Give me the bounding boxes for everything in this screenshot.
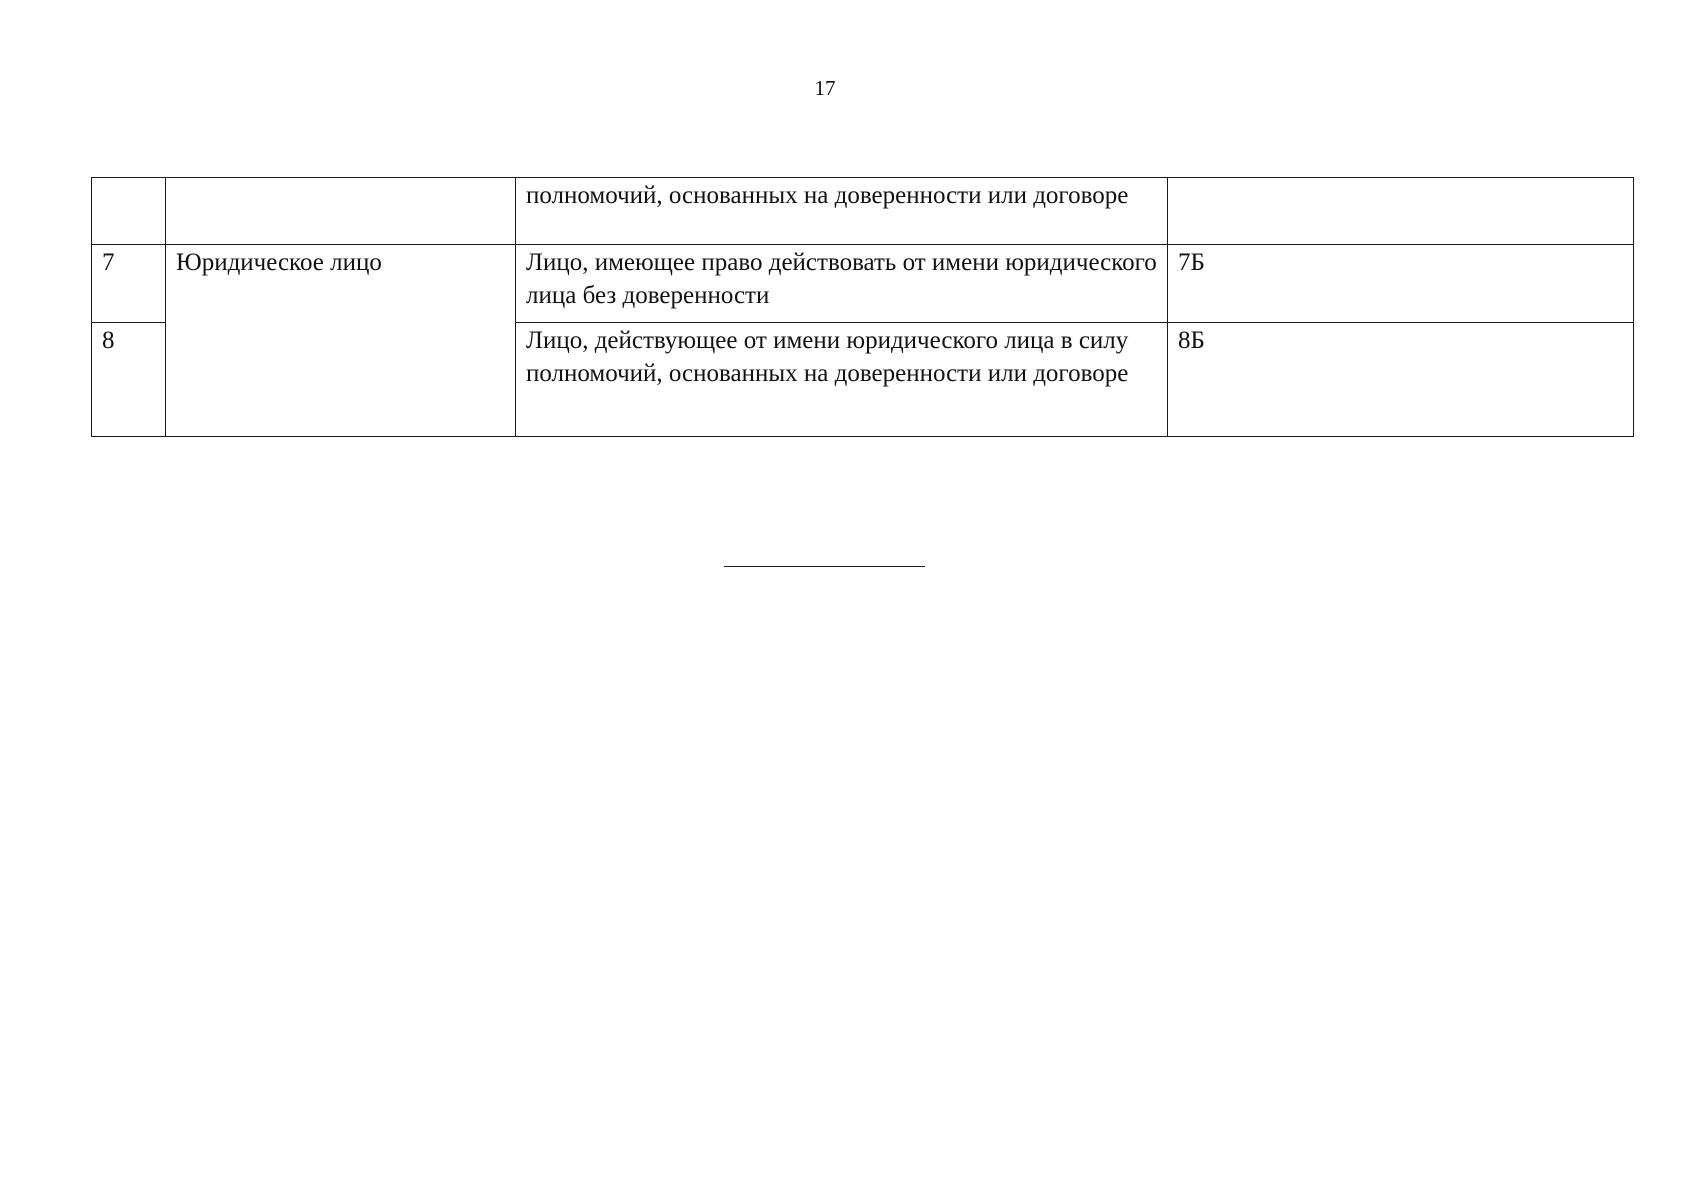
table-row-continued [92,178,1634,245]
cell-code: 7Б [1168,245,1634,323]
page-number: 17 [814,76,836,100]
cell-number: 7 [92,245,166,323]
document-table [91,177,1634,437]
cell-number [92,178,166,245]
cell-person-type: Юридическое лицо [166,245,516,437]
cell-description: полномочий, основанных на доверенности или договоре [516,178,1168,245]
cell-code [1168,178,1634,245]
table-row-7 [92,245,1634,323]
cell-code: 8Б [1168,323,1634,437]
end-of-document-line [724,566,925,567]
cell-person-type [166,178,516,245]
cell-number: 8 [92,323,166,437]
cell-description: Лицо, действующее от имени юридического лица в силу полномочий, основанных на доверенности или договоре [516,323,1168,437]
cell-description: Лицо, имеющее право действовать от имени юридического лица без доверенности [516,245,1168,323]
